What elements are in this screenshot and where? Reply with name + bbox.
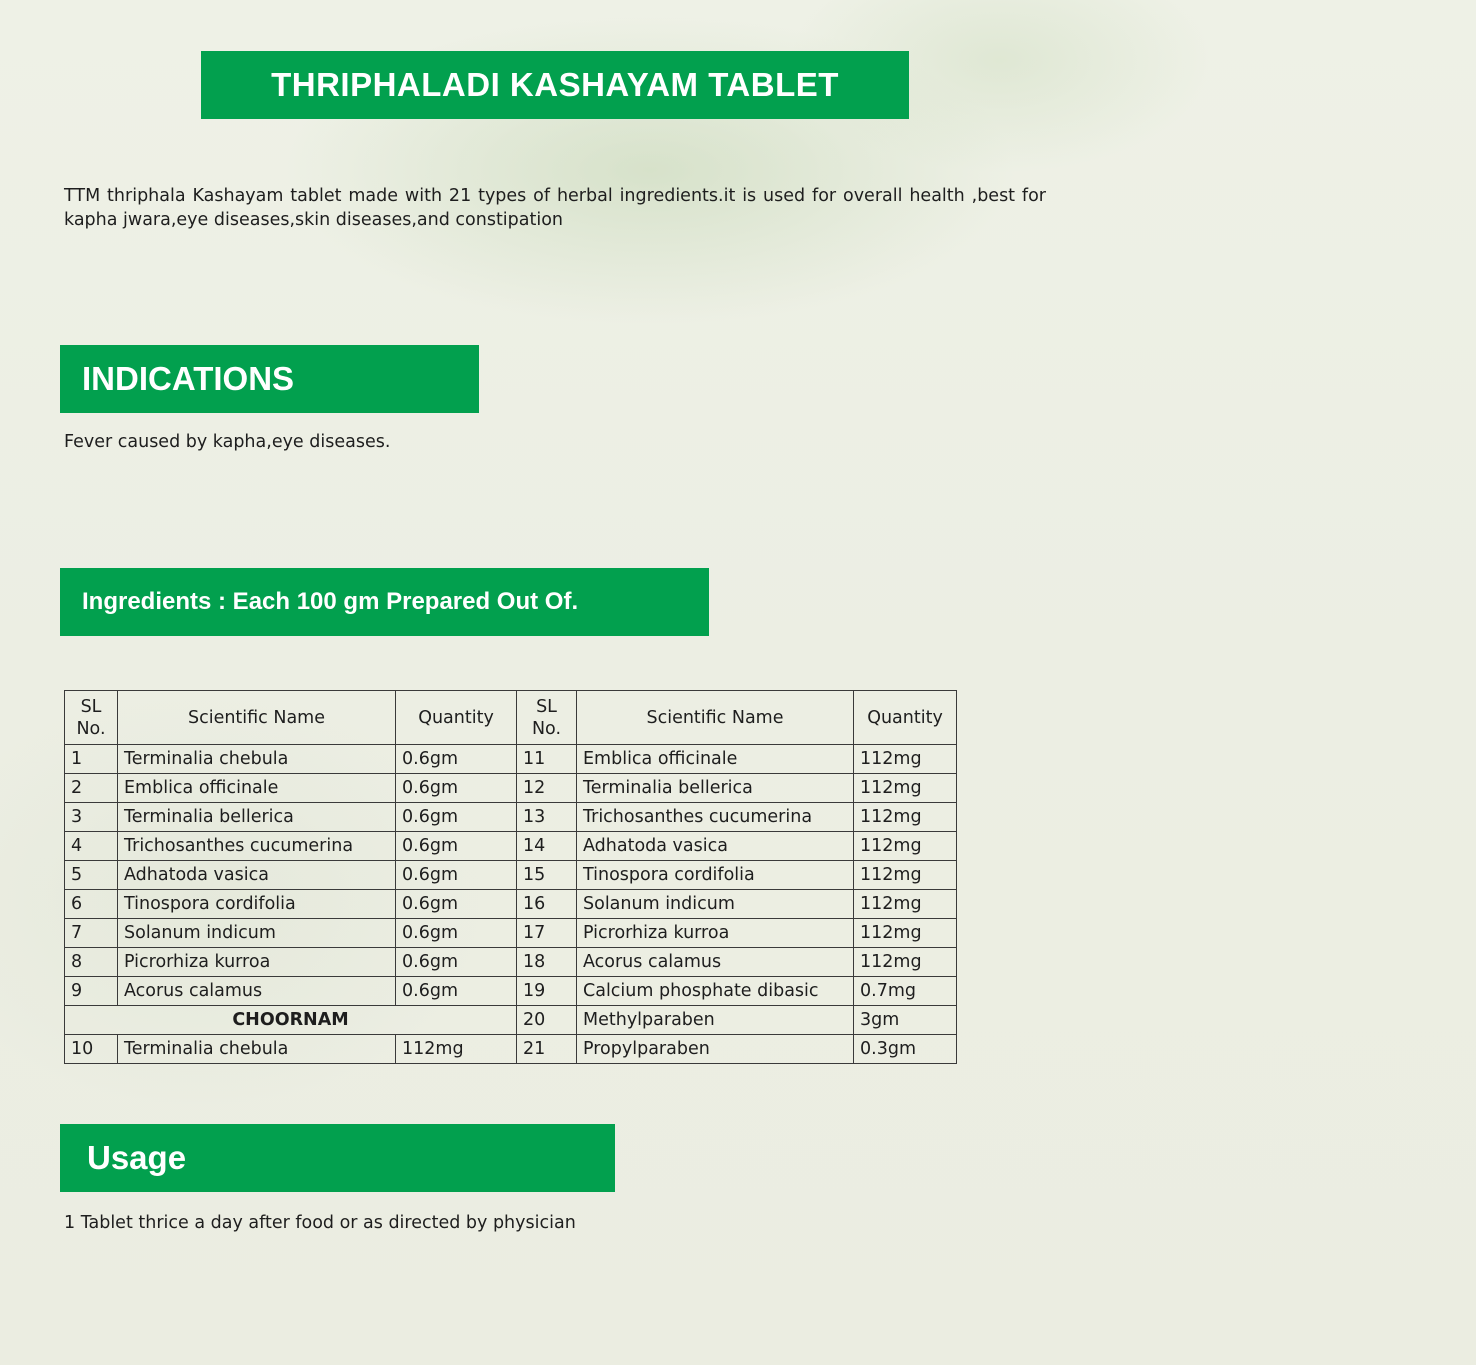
quantity-cell: 112mg: [854, 774, 957, 803]
table-row: [65, 745, 957, 774]
sl-no-cell: 12: [517, 774, 577, 803]
scientific-name-cell: Acorus calamus: [118, 977, 396, 1006]
header-quantity: Quantity: [854, 691, 957, 745]
sl-no-cell: 15: [517, 861, 577, 890]
scientific-name-cell: Acorus calamus: [577, 948, 854, 977]
sl-no-cell: 4: [65, 832, 118, 861]
quantity-cell: 112mg: [854, 919, 957, 948]
scientific-name-cell: Emblica officinale: [577, 745, 854, 774]
quantity-cell: 0.6gm: [396, 774, 517, 803]
scientific-name-cell: Picrorhiza kurroa: [118, 948, 396, 977]
scientific-name-cell: Emblica officinale: [118, 774, 396, 803]
sl-no-cell: 21: [517, 1035, 577, 1064]
sl-no-cell: 10: [65, 1035, 118, 1064]
sl-no-cell: 2: [65, 774, 118, 803]
table-row: [65, 890, 957, 919]
scientific-name-cell: Propylparaben: [577, 1035, 854, 1064]
quantity-cell: 112mg: [396, 1035, 517, 1064]
scientific-name-cell: Tinospora cordifolia: [118, 890, 396, 919]
table-header-row: [65, 691, 957, 745]
quantity-cell: 0.6gm: [396, 832, 517, 861]
quantity-cell: 0.7mg: [854, 977, 957, 1006]
sl-no-cell: 20: [517, 1006, 577, 1035]
scientific-name-cell: Solanum indicum: [577, 890, 854, 919]
scientific-name-cell: Calcium phosphate dibasic: [577, 977, 854, 1006]
sl-no-cell: 7: [65, 919, 118, 948]
intro-paragraph: TTM thriphala Kashayam tablet made with 21 types of herbal ingredients.it is used for overall health ,best for kapha jwara,eye diseases,skin diseases,and constipation: [64, 186, 1046, 230]
sl-no-cell: 17: [517, 919, 577, 948]
usage-heading: Usage: [60, 1124, 615, 1192]
scientific-name-cell: Adhatoda vasica: [577, 832, 854, 861]
quantity-cell: 112mg: [854, 803, 957, 832]
quantity-cell: 112mg: [854, 861, 957, 890]
scientific-name-cell: Terminalia bellerica: [118, 803, 396, 832]
usage-text: 1 Tablet thrice a day after food or as directed by physician: [64, 1213, 576, 1233]
ingredients-heading: Ingredients : Each 100 gm Prepared Out Of.: [60, 568, 709, 636]
table-row: [65, 861, 957, 890]
scientific-name-cell: Trichosanthes cucumerina: [118, 832, 396, 861]
sl-no-cell: 18: [517, 948, 577, 977]
sl-no-cell: 1: [65, 745, 118, 774]
sl-no-cell: 8: [65, 948, 118, 977]
table-row: [65, 803, 957, 832]
sl-no-cell: 16: [517, 890, 577, 919]
quantity-cell: 0.6gm: [396, 919, 517, 948]
table-row: [65, 832, 957, 861]
quantity-cell: 0.3gm: [854, 1035, 957, 1064]
quantity-cell: 0.6gm: [396, 948, 517, 977]
header-scientific-name: Scientific Name: [118, 691, 396, 745]
quantity-cell: 112mg: [854, 745, 957, 774]
quantity-cell: 112mg: [854, 890, 957, 919]
table-row: [65, 948, 957, 977]
scientific-name-cell: Tinospora cordifolia: [577, 861, 854, 890]
header-sl-no: SL No.: [517, 691, 577, 745]
quantity-cell: 0.6gm: [396, 861, 517, 890]
scientific-name-cell: Terminalia bellerica: [577, 774, 854, 803]
quantity-cell: 112mg: [854, 832, 957, 861]
scientific-name-cell: Adhatoda vasica: [118, 861, 396, 890]
indications-text: Fever caused by kapha,eye diseases.: [64, 432, 391, 452]
choornam-label: CHOORNAM: [65, 1006, 517, 1035]
header-scientific-name: Scientific Name: [577, 691, 854, 745]
quantity-cell: 112mg: [854, 948, 957, 977]
scientific-name-cell: Terminalia chebula: [118, 1035, 396, 1064]
scientific-name-cell: Methylparaben: [577, 1006, 854, 1035]
quantity-cell: 0.6gm: [396, 745, 517, 774]
indications-heading: INDICATIONS: [60, 345, 479, 413]
sl-no-cell: 19: [517, 977, 577, 1006]
scientific-name-cell: Trichosanthes cucumerina: [577, 803, 854, 832]
sl-no-cell: 9: [65, 977, 118, 1006]
quantity-cell: 0.6gm: [396, 977, 517, 1006]
sl-no-cell: 6: [65, 890, 118, 919]
table-body: [65, 745, 957, 1064]
sl-no-cell: 14: [517, 832, 577, 861]
page-title: THRIPHALADI KASHAYAM TABLET: [201, 51, 909, 119]
sl-no-cell: 3: [65, 803, 118, 832]
table-row: [65, 977, 957, 1006]
table-row: [65, 1035, 957, 1064]
scientific-name-cell: Solanum indicum: [118, 919, 396, 948]
quantity-cell: 3gm: [854, 1006, 957, 1035]
table-row: [65, 1006, 957, 1035]
sl-no-cell: 11: [517, 745, 577, 774]
quantity-cell: 0.6gm: [396, 803, 517, 832]
ingredients-table: [64, 690, 957, 1064]
table-row: [65, 919, 957, 948]
scientific-name-cell: Terminalia chebula: [118, 745, 396, 774]
sl-no-cell: 13: [517, 803, 577, 832]
table-row: [65, 774, 957, 803]
scientific-name-cell: Picrorhiza kurroa: [577, 919, 854, 948]
header-sl-no: SL No.: [65, 691, 118, 745]
sl-no-cell: 5: [65, 861, 118, 890]
header-quantity: Quantity: [396, 691, 517, 745]
quantity-cell: 0.6gm: [396, 890, 517, 919]
